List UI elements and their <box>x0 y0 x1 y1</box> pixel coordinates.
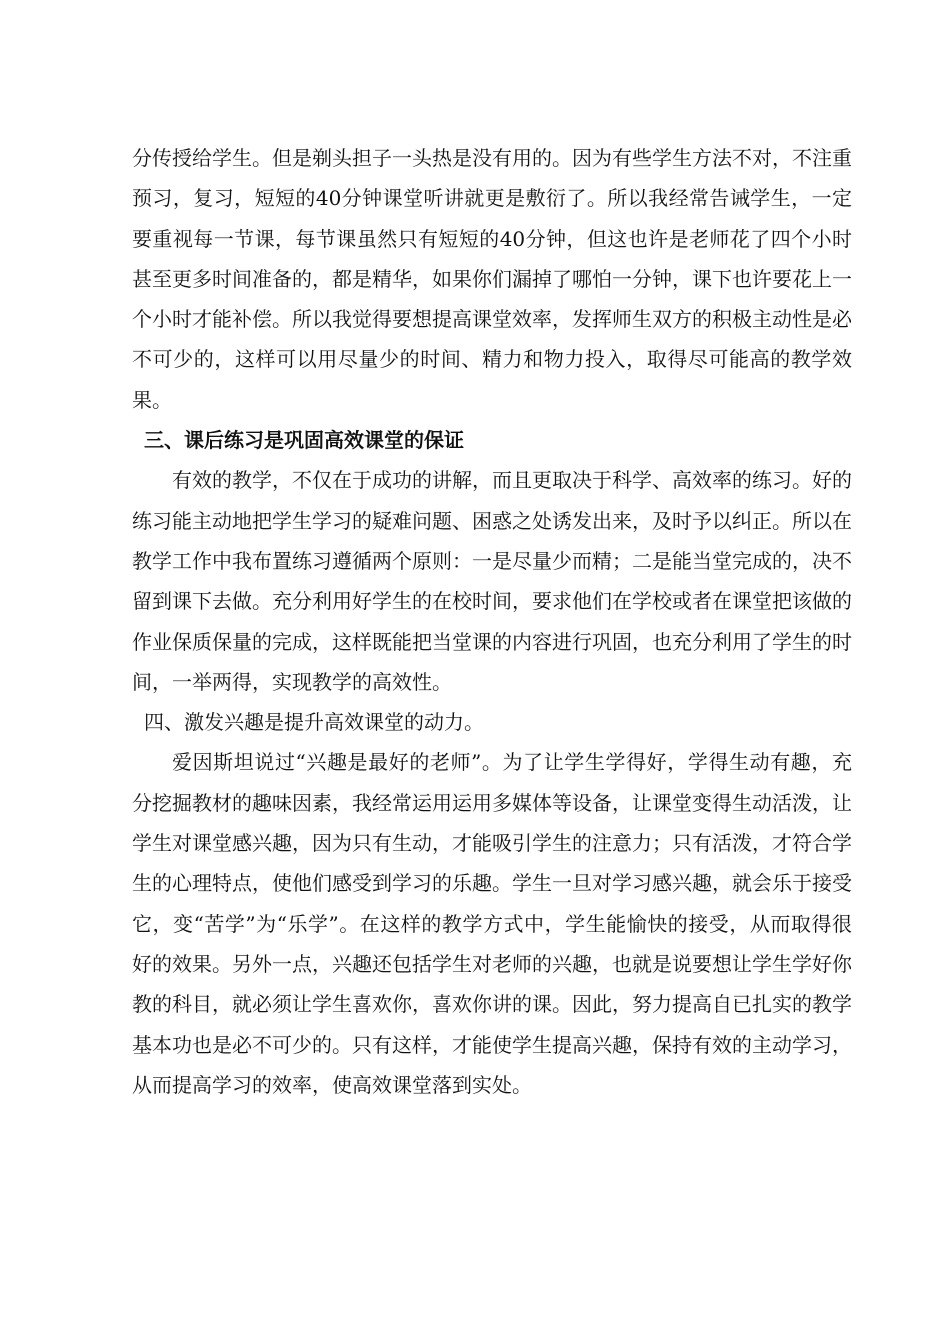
paragraph-2: 有效的教学，不仅在于成功的讲解，而且更取决于科学、高效率的练习。好的练习能主动地把学生学习的疑难问题、困惑之处诱发出来，及时予以纠正。所以在教学工作中我布置练习遵循两个原则：一是尽量少而精；二是能当堂完成的，决不留到课下去做。充分利用好学生的在校时间，要求他们在学校或者在课堂把该做的作业保质保量的完成，这样既能把当堂课的内容进行巩固，也充分利用了学生的时间，一举两得，实现教学的高效性。 <box>132 468 852 694</box>
section-heading-3: 三、课后练习是巩固高效课堂的保证 <box>144 428 464 453</box>
paragraph-3: 爱因斯坦说过“兴趣是最好的老师”。为了让学生学得好，学得生动有趣，充分挖掘教材的趣味因素，我经常运用运用多媒体等设备，让课堂变得生动活泼，让学生对课堂感兴趣，因为只有生动，才能吸引学生的注意力；只有活泼，才符合学生的心理特点，使他们感受到学习的乐趣。学生一旦对学习感兴趣，就会乐于接受它，变“苦学”为“乐学”。在这样的教学方式中，学生能愉快的接受，从而取得很好的效果。另外一点，兴趣还包括学生对老师的兴趣，也就是说要想让学生学好你教的科目，就必须让学生喜欢你，喜欢你讲的课。因此，努力提高自已扎实的教学基本功也是必不可少的。只有这样，才能使学生提高兴趣，保持有效的主动学习，从而提高学习的效率，使高效课堂落到实处。 <box>132 750 852 1097</box>
paragraph-1: 分传授给学生。但是剃头担子一头热是没有用的。因为有些学生方法不对，不注重预习，复习，短短的40分钟课堂听讲就更是敷衍了。所以我经常告诫学生，一定要重视每一节课，每节课虽然只有短短的40分钟，但这也许是老师花了四个小时甚至更多时间准备的，都是精华，如果你们漏掉了哪怕一分钟，课下也许要花上一个小时才能补偿。所以我觉得要想提高课堂效率，发挥师生双方的积极主动性是必不可少的，这样可以用尽量少的时间、精力和物力投入，取得尽可能高的教学效果。 <box>132 146 852 412</box>
document-page <box>132 138 852 1105</box>
section-heading-4: 四、激发兴趣是提升高效课堂的动力。 <box>144 710 484 735</box>
